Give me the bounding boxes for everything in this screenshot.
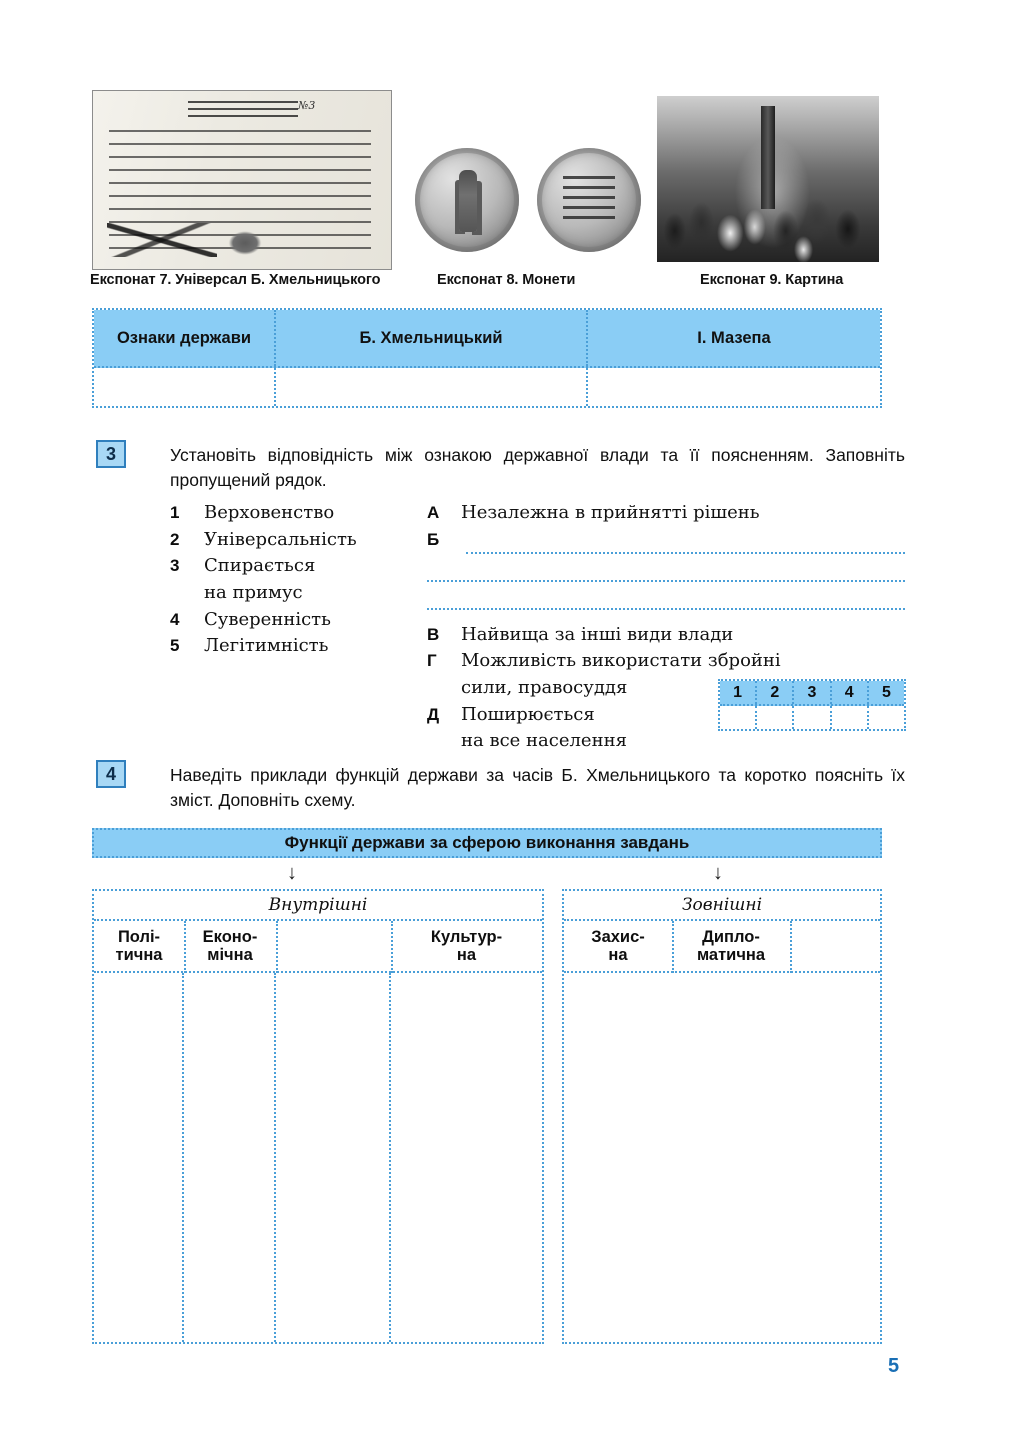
scheme-col-political-line2: тична xyxy=(115,946,163,964)
painting-image xyxy=(657,96,879,262)
left-item-key-2: 2 xyxy=(170,529,180,549)
exercise-4-badge: 4 xyxy=(96,760,126,788)
comparison-table xyxy=(92,308,882,408)
answer-grid-header-4: 4 xyxy=(830,681,867,704)
left-item-text-2: Універсальність xyxy=(204,528,357,550)
scheme-section-internal-head-row xyxy=(94,921,542,973)
scheme-internal-body-divider-2 xyxy=(274,973,276,1342)
right-item-text-a: Незалежна в прийнятті рішень xyxy=(461,502,760,523)
comparison-body-divider-1 xyxy=(274,368,276,406)
exhibit-caption-coins: Експонат 8. Монети xyxy=(437,272,576,288)
scheme-col-defence-line2: на xyxy=(608,946,628,964)
scheme-col-political xyxy=(94,921,184,971)
scheme-col-cultural-line1: Культур- xyxy=(430,927,503,946)
comparison-header-mazepa: І. Мазепа xyxy=(586,310,880,366)
scheme-section-external xyxy=(562,889,882,1344)
right-item-text-b xyxy=(461,527,905,552)
exercise-3-answer-grid xyxy=(718,679,906,731)
scheme-col-economic-line2: мічна xyxy=(207,946,253,964)
left-item-text-4: Суверенність xyxy=(204,608,331,630)
exhibit-caption-manuscript: Експонат 7. Універсал Б. Хмельницького xyxy=(90,272,381,288)
scheme-col-economic xyxy=(184,921,276,971)
left-item-text-5: Легітимність xyxy=(204,635,329,657)
left-item-key-5: 5 xyxy=(170,636,180,656)
manuscript-heading-scribble xyxy=(188,101,298,117)
answer-grid-header-5: 5 xyxy=(867,681,904,704)
list-item xyxy=(170,500,420,527)
answer-grid-header-3: 3 xyxy=(792,681,829,704)
coin-obverse-icon xyxy=(415,148,519,252)
right-item-text-v: Найвища за інші види влади xyxy=(461,623,734,645)
exhibit-caption-painting: Експонат 9. Картина xyxy=(700,272,844,288)
answer-grid-header-1: 1 xyxy=(733,683,743,701)
scheme-internal-head-divider-1 xyxy=(184,921,186,973)
answer-grid-header-row xyxy=(720,681,904,706)
manuscript-folio-number: №3 xyxy=(298,99,316,112)
scheme-external-head-divider-1 xyxy=(672,921,674,973)
answer-grid-cell-5[interactable] xyxy=(867,706,904,729)
scheme-section-external-head-row xyxy=(564,921,880,973)
right-item-key-v: В xyxy=(427,624,440,644)
right-item-text-g: Можливість використати збройні xyxy=(461,650,781,672)
answer-grid-cell-3[interactable] xyxy=(792,706,829,729)
scheme-internal-body-divider-1 xyxy=(182,973,184,1342)
answer-grid-cell-4[interactable] xyxy=(830,706,867,729)
list-item xyxy=(427,648,905,675)
right-item-key-g: Г xyxy=(427,651,437,671)
scheme-col-defence xyxy=(564,921,672,971)
answer-grid-input-row xyxy=(720,706,904,729)
scheme-table xyxy=(92,889,882,1344)
comparison-body-divider-2 xyxy=(586,368,588,406)
left-item-key-4: 4 xyxy=(170,609,180,629)
exhibits-row xyxy=(92,90,882,270)
exercise-3-instruction: Установіть відповідність між ознакою державної влади та її поясненням. Заповніть пропущений рядок. xyxy=(170,445,905,491)
comparison-header-khmelnytsky: Б. Хмельницький xyxy=(274,310,586,366)
list-item xyxy=(170,633,420,660)
right-item-b-blank-spacer xyxy=(427,552,905,622)
scheme-external-head-divider-2 xyxy=(790,921,792,973)
left-item-key-1: 1 xyxy=(170,503,180,522)
left-item-text-1: Верховенство xyxy=(204,502,335,523)
list-item xyxy=(427,500,905,527)
right-item-text-g-cont: сили, правосуддя xyxy=(461,677,628,699)
painting-crowd-shape xyxy=(657,159,879,262)
answer-grid-cell-2[interactable] xyxy=(755,706,792,729)
manuscript-signature-scribble xyxy=(107,223,217,257)
coin-reverse-icon xyxy=(537,148,641,252)
answer-blank-line-3[interactable] xyxy=(427,608,905,610)
scheme-section-internal xyxy=(92,889,544,1344)
scheme-internal-head-divider-2 xyxy=(276,921,278,973)
scheme-col-defence-line1: Захис- xyxy=(591,927,645,946)
scheme-col-blank-external[interactable] xyxy=(790,921,880,971)
right-item-text-d: Поширюється xyxy=(461,703,595,725)
right-item-key-a: А xyxy=(427,503,440,522)
answer-blank-line-2[interactable] xyxy=(427,580,905,582)
arrow-down-icon-left: ↓ xyxy=(287,862,297,884)
exercise-3-badge: 3 xyxy=(96,440,126,468)
scheme-col-diplomatic-line2: матична xyxy=(696,946,766,964)
comparison-header-signs: Ознаки держави xyxy=(116,328,252,347)
scheme-section-external-title: Зовнішні xyxy=(564,891,880,921)
arrow-down-icon-right: ↓ xyxy=(713,862,723,884)
scheme-col-diplomatic-line1: Дипло- xyxy=(702,927,760,946)
left-item-text-3: Спирається xyxy=(204,555,316,577)
exercise-4-instruction: Наведіть приклади функцій держави за часів Б. Хмельницького та коротко поясніть їх зміст. Доповніть схему. xyxy=(170,765,905,811)
scheme-internal-body-divider-3 xyxy=(389,973,391,1342)
coins-image xyxy=(415,148,643,252)
left-item-key-3: 3 xyxy=(170,556,180,576)
scheme-section-internal-title: Внутрішні xyxy=(94,891,542,921)
answer-blank-line-1[interactable] xyxy=(466,552,905,554)
page-number: 5 xyxy=(888,1355,900,1377)
answer-grid-header-2: 2 xyxy=(755,681,792,704)
answer-grid-cell-1[interactable] xyxy=(720,706,755,729)
right-item-key-b: Б xyxy=(427,529,440,549)
scheme-col-diplomatic xyxy=(672,921,790,971)
right-item-text-d-cont: на все населення xyxy=(461,730,627,752)
exercise-3-left-list xyxy=(170,500,420,660)
right-item-key-d: Д xyxy=(427,704,440,724)
comparison-table-header-row xyxy=(94,310,880,368)
scheme-col-blank-internal[interactable] xyxy=(276,921,391,971)
list-item xyxy=(427,527,905,552)
coin-inscription-glyph xyxy=(563,176,615,226)
coin-figure-glyph xyxy=(459,170,477,232)
left-item-text-3-cont: на примус xyxy=(204,581,303,603)
scheme-col-cultural-line2: на xyxy=(456,946,477,964)
scheme-banner: Функції держави за сферою виконання завдань xyxy=(92,828,882,858)
manuscript-image xyxy=(92,90,392,270)
list-item xyxy=(427,622,905,649)
scheme-col-political-line1: Полі- xyxy=(117,927,161,946)
scheme-col-cultural xyxy=(391,921,542,971)
list-item xyxy=(170,527,420,554)
scheme-col-economic-line1: Еконо- xyxy=(202,927,258,946)
list-item xyxy=(170,607,420,634)
scheme-internal-head-divider-3 xyxy=(391,921,393,973)
list-item xyxy=(170,553,420,580)
